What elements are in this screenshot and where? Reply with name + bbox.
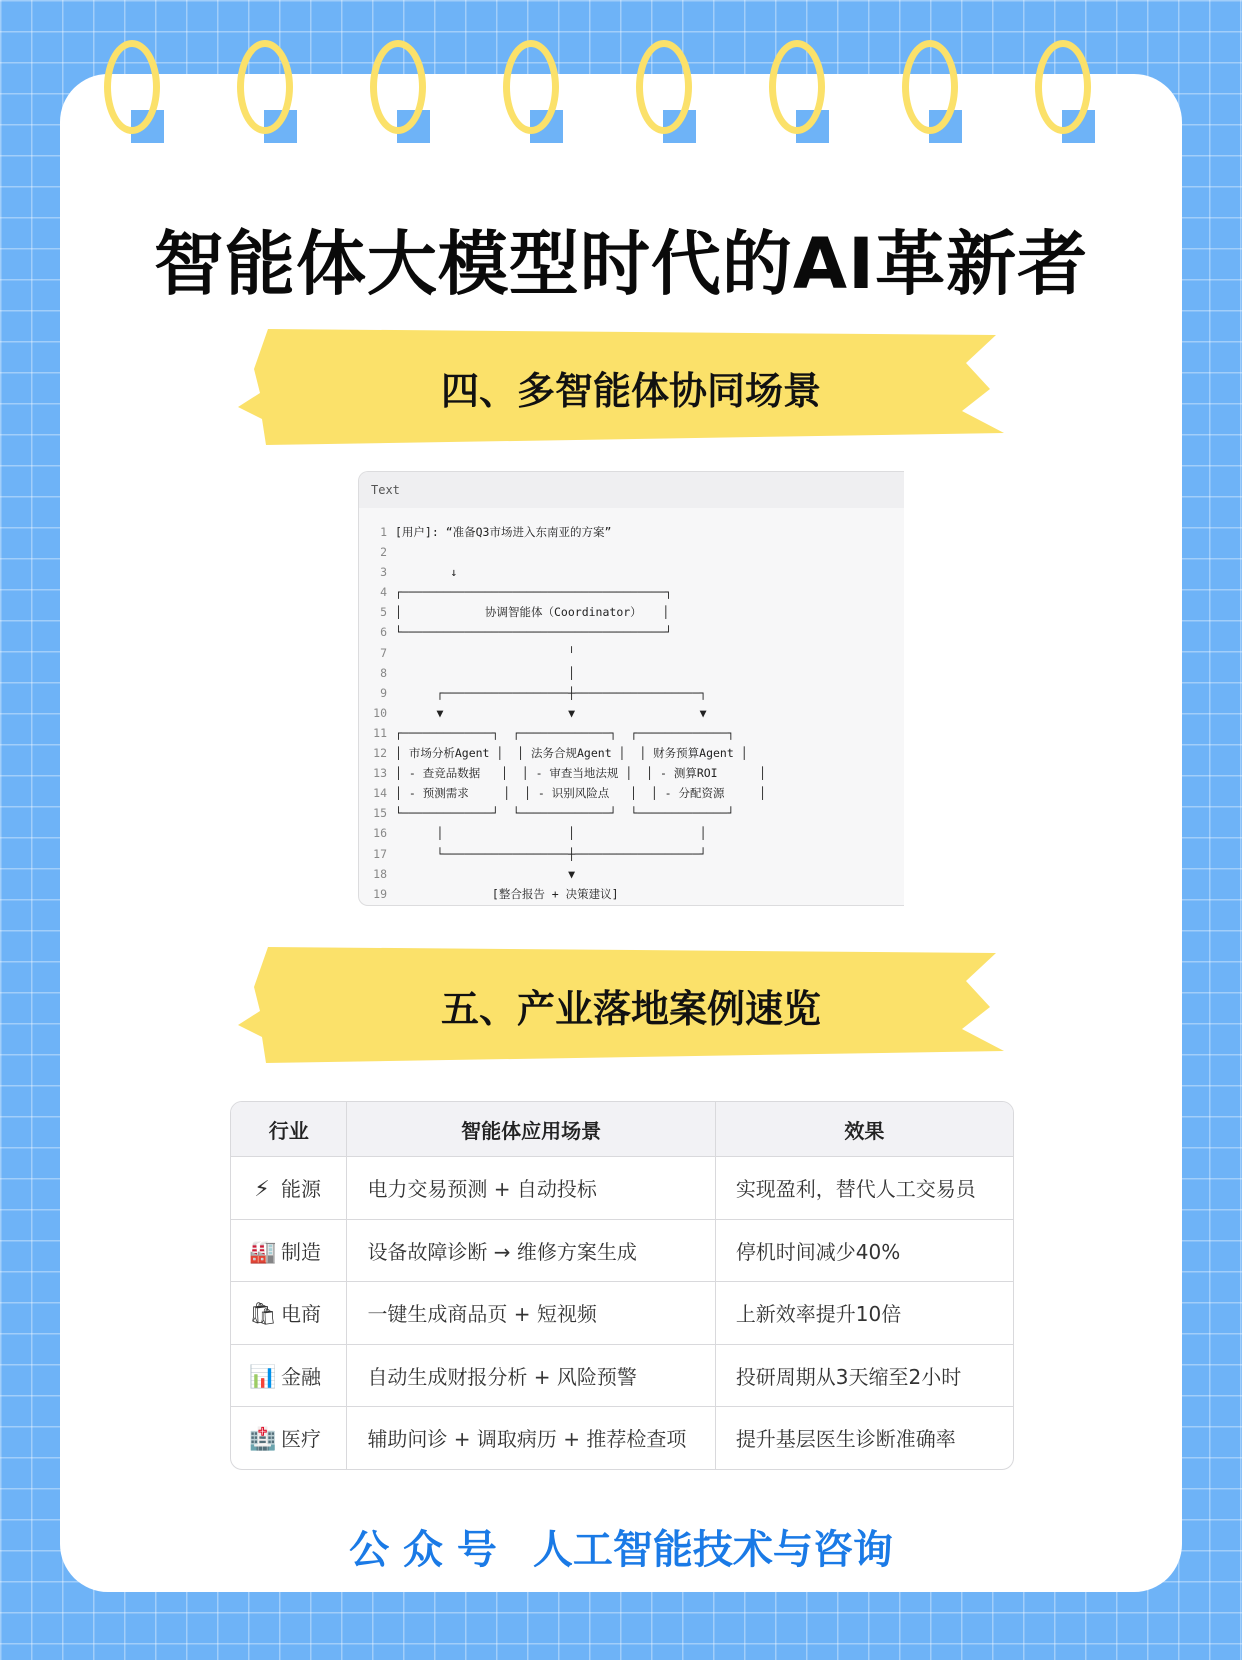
- line-number: 19: [373, 886, 387, 901]
- line-number: 8: [380, 665, 387, 680]
- industry-cell: [231, 1344, 347, 1407]
- line-number: 18: [373, 866, 387, 881]
- line-number: 1: [380, 525, 387, 539]
- binder-ring: [769, 40, 825, 134]
- industry-cell: [231, 1156, 347, 1219]
- industry-label: 能源: [281, 1177, 321, 1202]
- code-line: [359, 663, 904, 683]
- code-line-text: [整合报告 + 决策建议]: [395, 886, 619, 901]
- table-row: [231, 1406, 1013, 1469]
- code-line: [359, 783, 904, 803]
- code-block: [358, 471, 904, 906]
- column-header-industry: 行业: [231, 1102, 347, 1156]
- bar-chart-icon: 📊: [249, 1364, 277, 1390]
- column-header-effect: 效果: [716, 1102, 1013, 1156]
- effect-cell: 停机时间减少40%: [716, 1219, 1013, 1282]
- binder-ring: [370, 40, 426, 134]
- effect-cell: 实现盈利，替代人工交易员: [716, 1156, 1013, 1219]
- factory-icon: 🏭: [249, 1239, 277, 1265]
- line-number: 4: [380, 585, 387, 600]
- section-ribbon-4: [238, 329, 1004, 445]
- effect-cell: 上新效率提升10倍: [716, 1281, 1013, 1344]
- code-line: [359, 864, 904, 884]
- code-line-text: ╵: [395, 645, 576, 660]
- code-line-text: │ │ │: [395, 826, 707, 841]
- code-line-text: └──────────────────────────────────────┘: [395, 625, 672, 640]
- section-heading: 四、多智能体协同场景: [440, 368, 821, 413]
- industry-label: 医疗: [281, 1427, 321, 1452]
- code-line: [359, 763, 904, 783]
- line-number: 9: [380, 685, 387, 700]
- code-line-text: ▼ ▼ ▼: [395, 705, 707, 720]
- line-number: 5: [380, 605, 387, 620]
- line-number: 10: [373, 705, 387, 720]
- code-line-text: [用户]: “准备Q3市场进入东南亚的方案”: [395, 525, 612, 539]
- line-number: 2: [380, 545, 387, 560]
- line-number: 15: [373, 806, 387, 821]
- code-line: [359, 844, 904, 864]
- industry-cell: [231, 1219, 347, 1282]
- code-language-label: Text: [359, 472, 904, 508]
- code-line: [359, 622, 904, 642]
- code-line-text: │: [395, 665, 576, 680]
- table-row: [231, 1281, 1013, 1344]
- code-body: [359, 508, 904, 904]
- code-line-text: ┌──────────────────────────────────────┐: [395, 585, 672, 600]
- binder-ring: [503, 40, 559, 134]
- footer-account-name: 人工智能技术与咨询: [532, 1527, 893, 1573]
- code-line-text: ┌─────────────┐ ┌─────────────┐ ┌─────────────┐: [395, 725, 735, 740]
- column-header-scenario: 智能体应用场景: [347, 1102, 715, 1156]
- line-number: 6: [380, 625, 387, 640]
- line-number: 7: [380, 645, 387, 660]
- code-line: [359, 602, 904, 622]
- line-number: 13: [373, 766, 387, 781]
- section-ribbon-5: [238, 947, 1004, 1063]
- lightning-icon: ⚡: [254, 1177, 270, 1203]
- code-line-text: │ - 查竞品数据 │ │ - 审查当地法规 │ │ - 测算ROI │: [395, 766, 767, 781]
- binder-ring: [237, 40, 293, 134]
- industry-label: 金融: [281, 1364, 321, 1389]
- code-line: [359, 723, 904, 743]
- scenario-cell: 设备故障诊断 → 维修方案生成: [347, 1219, 715, 1282]
- scenario-cell: 辅助问诊 + 调取病历 + 推荐检查项: [347, 1406, 715, 1469]
- code-line-text: │ 协调智能体（Coordinator） │: [395, 605, 670, 620]
- table-row: [231, 1156, 1013, 1219]
- industry-cell: [231, 1281, 347, 1344]
- table-row: [231, 1344, 1013, 1407]
- industry-label: 电商: [281, 1302, 321, 1327]
- footer: [0, 1518, 1242, 1575]
- binder-ring: [636, 40, 692, 134]
- line-number: 14: [373, 786, 387, 801]
- code-line: [359, 823, 904, 843]
- page-title: 智能体大模型时代的AI革新者: [153, 223, 1089, 305]
- line-number: 11: [373, 725, 387, 740]
- code-line-text: ↓: [395, 565, 458, 580]
- line-number: 16: [373, 826, 387, 841]
- table-row: [231, 1219, 1013, 1282]
- code-line: [359, 582, 904, 602]
- code-line: [359, 522, 904, 542]
- effect-cell: 投研周期从3天缩至2小时: [716, 1344, 1013, 1407]
- code-line: [359, 884, 904, 904]
- line-number: 3: [380, 565, 387, 580]
- code-line-text: ▼: [395, 866, 576, 881]
- line-number: 17: [373, 846, 387, 861]
- code-line-text: ┌──────────────────┼──────────────────┐: [395, 685, 707, 700]
- code-line-text: └──────────────────┼──────────────────┘: [395, 846, 707, 861]
- scenario-cell: 电力交易预测 + 自动投标: [347, 1156, 715, 1219]
- case-table: [230, 1101, 1014, 1470]
- industry-label: 制造: [281, 1239, 321, 1264]
- code-line-text: └─────────────┘ └─────────────┘ └─────────────┘: [395, 806, 735, 821]
- shopping-bags-icon: 🛍: [249, 1302, 277, 1328]
- binder-ring: [1035, 40, 1091, 134]
- binder-ring: [104, 40, 160, 134]
- code-line: [359, 703, 904, 723]
- code-line: [359, 542, 904, 562]
- code-line-text: │ - 预测需求 │ │ - 识别风险点 │ │ - 分配资源 │: [395, 786, 767, 801]
- footer-label: 公 众 号: [349, 1527, 497, 1573]
- line-number: 12: [373, 746, 387, 761]
- code-line: [359, 683, 904, 703]
- scenario-cell: 自动生成财报分析 + 风险预警: [347, 1344, 715, 1407]
- scenario-cell: 一键生成商品页 + 短视频: [347, 1281, 715, 1344]
- code-line: [359, 803, 904, 823]
- binder-ring: [902, 40, 958, 134]
- section-heading: 五、产业落地案例速览: [440, 986, 821, 1031]
- effect-cell: 提升基层医生诊断准确率: [716, 1406, 1013, 1469]
- table-header-row: [231, 1102, 1013, 1156]
- hospital-icon: 🏥: [249, 1427, 277, 1453]
- code-line: [359, 562, 904, 582]
- code-line-text: │ 市场分析Agent │ │ 法务合规Agent │ │ 财务预算Agent │: [395, 746, 748, 761]
- code-line: [359, 643, 904, 663]
- industry-cell: [231, 1406, 347, 1469]
- code-line: [359, 743, 904, 763]
